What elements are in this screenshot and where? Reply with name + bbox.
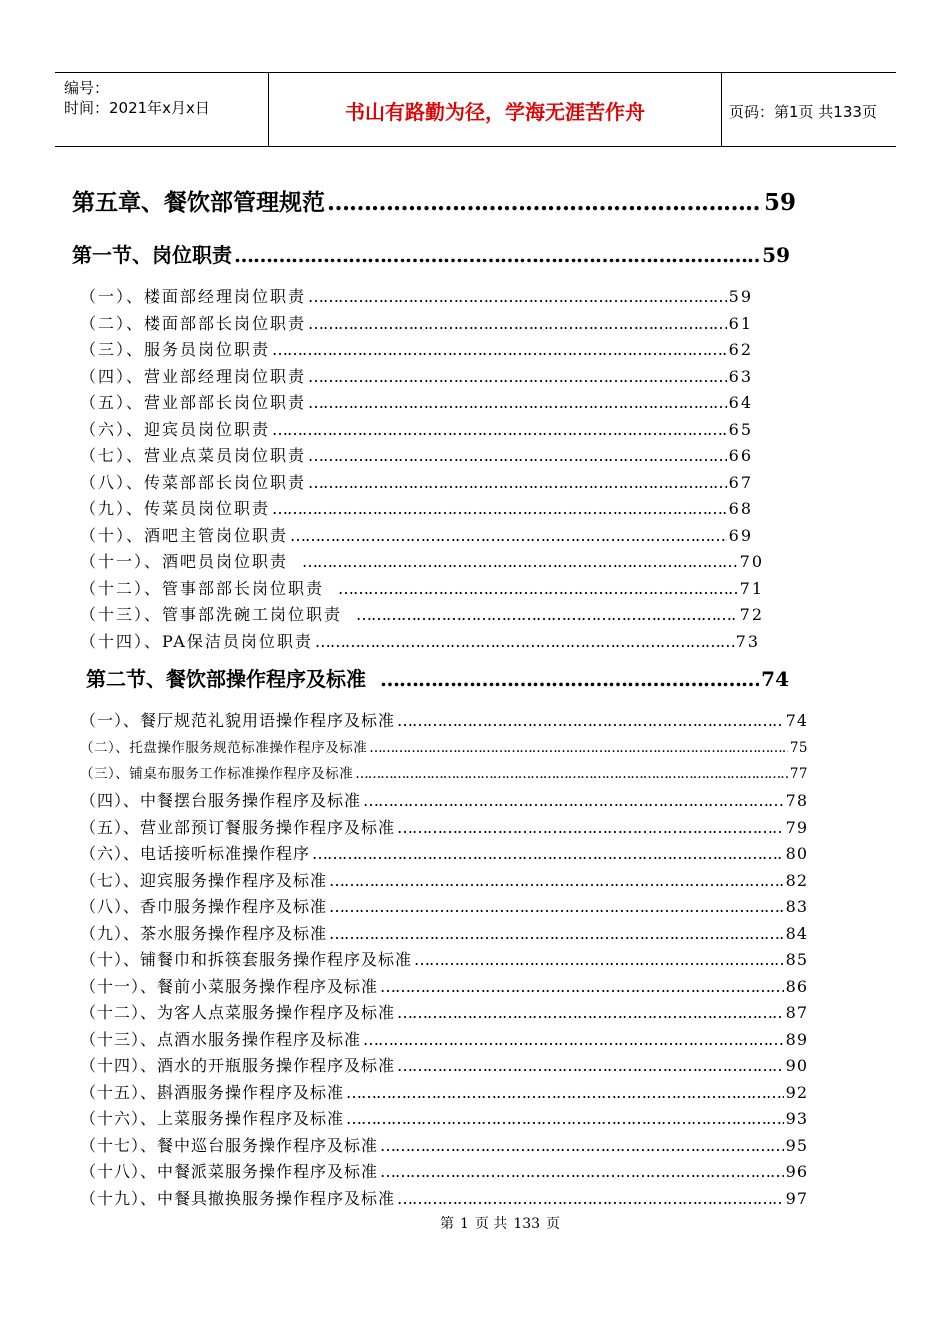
leader-dots: [363, 1030, 784, 1049]
toc-entry-page: 96: [785, 1162, 808, 1181]
toc-entry[interactable]: [80, 337, 753, 360]
leader-dots: [308, 446, 727, 465]
toc-entry[interactable]: [80, 1133, 808, 1156]
toc-entry[interactable]: [80, 390, 753, 413]
toc-entry-title: （十五）、斟酒服务操作程序及标准: [80, 1083, 345, 1102]
toc-entry-page: 86: [785, 977, 808, 996]
leader-dots: [234, 243, 760, 267]
section-heading[interactable]: [86, 663, 789, 692]
toc-entry-page: 71: [739, 579, 764, 598]
section-heading[interactable]: [72, 239, 790, 268]
toc-entry-page: 79: [785, 818, 808, 837]
toc-entry[interactable]: [80, 1053, 808, 1076]
toc-entry-page: 85: [785, 950, 808, 969]
toc-entry-page: 90: [785, 1056, 808, 1075]
toc-entry-page: 72: [739, 605, 764, 624]
toc-entry[interactable]: [80, 1080, 808, 1103]
leader-dots: [302, 552, 738, 571]
toc-entry[interactable]: [80, 974, 808, 997]
toc-entry-title: （十一）、酒吧员岗位职责: [80, 552, 289, 571]
leader-dots: [356, 605, 738, 624]
toc-entry-page: 93: [785, 1109, 808, 1128]
leader-dots: [338, 579, 738, 598]
page-footer: [0, 1213, 950, 1233]
section-page: 59: [762, 243, 790, 267]
toc-entry-title: （一）、楼面部经理岗位职责: [80, 287, 307, 306]
toc-entry-title: （十九）、中餐具撤换服务操作程序及标准: [80, 1189, 396, 1208]
leader-dots: [308, 473, 727, 492]
toc-entry-title: （十四）、酒水的开瓶服务操作程序及标准: [80, 1056, 396, 1075]
leader-dots: [369, 740, 788, 756]
section-page: 74: [761, 667, 789, 691]
leader-dots: [290, 526, 727, 545]
leader-dots: [414, 950, 784, 969]
toc-entry-title: （四）、营业部经理岗位职责: [80, 367, 307, 386]
leader-dots: [327, 189, 762, 216]
leader-dots: [308, 393, 727, 412]
toc-entry[interactable]: [80, 470, 753, 493]
toc-entry-page: 77: [789, 766, 808, 782]
toc-entry[interactable]: [80, 311, 753, 334]
toc-entry-title: （八）、香巾服务操作程序及标准: [80, 897, 328, 916]
toc-entry-title: （八）、传菜部部长岗位职责: [80, 473, 307, 492]
toc-entry[interactable]: [80, 1186, 808, 1209]
toc-entry-page: 68: [728, 499, 753, 518]
toc-entry[interactable]: [80, 1000, 808, 1023]
leader-dots: [380, 1162, 784, 1181]
toc-entry-page: 84: [785, 924, 808, 943]
leader-dots: [329, 897, 784, 916]
toc-entry-page: 70: [739, 552, 764, 571]
toc-entry-page: 62: [728, 340, 753, 359]
toc-entry[interactable]: [80, 576, 764, 599]
toc-entry-page: 83: [785, 897, 808, 916]
motto-text: 书山有路勤为径，学海无涯苦作舟: [345, 100, 645, 124]
leader-dots: [397, 711, 784, 730]
toc-entry-title: （十二）、为客人点菜服务操作程序及标准: [80, 1003, 396, 1022]
toc-entry[interactable]: [80, 549, 764, 572]
toc-entry[interactable]: [80, 921, 808, 944]
toc-entry[interactable]: [80, 788, 808, 811]
toc-entry-title: （五）、营业部部长岗位职责: [80, 393, 307, 412]
toc-entry[interactable]: [80, 708, 808, 731]
toc-entry-title: （三）、服务员岗位职责: [80, 340, 271, 359]
leader-dots: [397, 818, 784, 837]
toc-entry-title: （五）、营业部预订餐服务操作程序及标准: [80, 818, 396, 837]
toc-entry-page: 61: [728, 314, 753, 333]
leader-dots: [346, 1083, 784, 1102]
toc-entry-title: （十）、酒吧主管岗位职责: [80, 526, 289, 545]
leader-dots: [272, 420, 727, 439]
leader-dots: [308, 287, 727, 306]
footer-mid: 页 共: [474, 1216, 508, 1232]
toc-entry-page: 75: [789, 740, 808, 756]
toc-entry-page: 65: [728, 420, 753, 439]
toc-entry-title: （六）、迎宾员岗位职责: [80, 420, 271, 439]
toc-entry-page: 59: [728, 287, 753, 306]
chapter-title: 第五章、餐饮部管理规范: [72, 189, 325, 216]
leader-dots: [397, 1003, 784, 1022]
document-header: [55, 72, 896, 147]
toc-entry-title: （十四）、PA保洁员岗位职责: [80, 632, 313, 651]
toc-entry-title: （九）、茶水服务操作程序及标准: [80, 924, 328, 943]
leader-dots: [272, 340, 727, 359]
toc-entry-page: 63: [728, 367, 753, 386]
section-title: 第一节、岗位职责: [72, 243, 232, 267]
toc-entry-title: （六）、电话接听标准操作程序: [80, 844, 311, 863]
toc-entry[interactable]: [80, 815, 808, 838]
leader-dots: [315, 632, 734, 651]
toc-entry-title: （七）、营业点菜员岗位职责: [80, 446, 307, 465]
toc-entry[interactable]: [80, 1027, 808, 1050]
footer-total-pages: 133: [513, 1216, 541, 1232]
footer-prefix: 第: [439, 1216, 454, 1232]
toc-entry[interactable]: [80, 1159, 808, 1182]
toc-entry[interactable]: [80, 523, 753, 546]
time-label: 时间：2021年x月x日: [64, 99, 210, 117]
leader-dots: [346, 1109, 784, 1128]
toc-entry-page: 87: [785, 1003, 808, 1022]
toc-entry-page: 69: [728, 526, 753, 545]
toc-entry-title: （十二）、管事部部长岗位职责: [80, 579, 325, 598]
toc-entry-title: （三）、铺桌布服务工作标准操作程序及标准: [80, 766, 354, 782]
toc-entry-title: （十八）、中餐派菜服务操作程序及标准: [80, 1162, 379, 1181]
toc-entry-page: 92: [785, 1083, 808, 1102]
toc-entry[interactable]: [80, 947, 808, 970]
chapter-page: 59: [763, 189, 796, 216]
toc-entry-title: （十七）、餐中巡台服务操作程序及标准: [80, 1136, 379, 1155]
toc-entry-title: （二）、楼面部部长岗位职责: [80, 314, 307, 333]
toc-entry-page: 95: [785, 1136, 808, 1155]
toc-entry-page: 74: [785, 711, 808, 730]
page-info: 页码：第1页 共133页: [729, 103, 877, 121]
toc-entry-page: 80: [785, 844, 808, 863]
toc-entry-title: （四）、中餐摆台服务操作程序及标准: [80, 791, 362, 810]
leader-dots: [397, 1189, 784, 1208]
toc-entry-title: （十三）、点酒水服务操作程序及标准: [80, 1030, 362, 1049]
leader-dots: [380, 977, 784, 996]
toc-entry[interactable]: [80, 496, 753, 519]
toc-entry[interactable]: [80, 736, 808, 756]
toc-entry[interactable]: [80, 1106, 808, 1129]
toc-entry[interactable]: [80, 417, 753, 440]
leader-dots: [380, 667, 759, 691]
code-label: 编号：: [64, 79, 110, 97]
leader-dots: [363, 791, 784, 810]
leader-dots: [397, 1056, 784, 1075]
footer-suffix: 页: [546, 1216, 561, 1232]
toc-entry[interactable]: [80, 762, 808, 782]
toc-entry-page: 97: [785, 1189, 808, 1208]
header-left-cell: [55, 73, 268, 146]
toc-entry-title: （一）、餐厅规范礼貌用语操作程序及标准: [80, 711, 396, 730]
header-motto-cell: [268, 73, 722, 146]
toc-entry-title: （十一）、餐前小菜服务操作程序及标准: [80, 977, 379, 996]
toc-entry-page: 82: [785, 871, 808, 890]
chapter-heading[interactable]: [72, 184, 796, 217]
toc-entry-page: 78: [785, 791, 808, 810]
footer-page-number: 1: [459, 1216, 469, 1232]
leader-dots: [329, 924, 784, 943]
toc-entry[interactable]: [80, 364, 753, 387]
leader-dots: [308, 314, 727, 333]
leader-dots: [308, 367, 727, 386]
toc-entry-title: （十）、铺餐巾和拆筷套服务操作程序及标准: [80, 950, 413, 969]
toc-entry[interactable]: [80, 284, 753, 307]
toc-entry[interactable]: [80, 629, 760, 652]
toc-entry-title: （九）、传菜员岗位职责: [80, 499, 271, 518]
toc-entry-title: （十六）、上菜服务操作程序及标准: [80, 1109, 345, 1128]
leader-dots: [312, 844, 784, 863]
toc-entry-page: 66: [728, 446, 753, 465]
toc-entry[interactable]: [80, 868, 808, 891]
toc-entry-page: 89: [785, 1030, 808, 1049]
leader-dots: [380, 1136, 784, 1155]
leader-dots: [355, 766, 788, 782]
leader-dots: [329, 871, 784, 890]
toc-entry[interactable]: [80, 894, 808, 917]
section-title: 第二节、餐饮部操作程序及标准: [86, 667, 366, 691]
toc-entry-page: 67: [728, 473, 753, 492]
toc-entry[interactable]: [80, 602, 764, 625]
leader-dots: [272, 499, 727, 518]
toc-entry[interactable]: [80, 443, 753, 466]
toc-entry-title: （七）、迎宾服务操作程序及标准: [80, 871, 328, 890]
header-right-cell: [721, 73, 896, 146]
toc-entry-page: 64: [728, 393, 753, 412]
toc-entry-title: （十三）、管事部洗碗工岗位职责: [80, 605, 343, 624]
toc-entry[interactable]: [80, 841, 808, 864]
toc-entry-page: 73: [735, 632, 760, 651]
toc-entry-title: （二）、托盘操作服务规范标准操作程序及标准: [80, 740, 368, 756]
